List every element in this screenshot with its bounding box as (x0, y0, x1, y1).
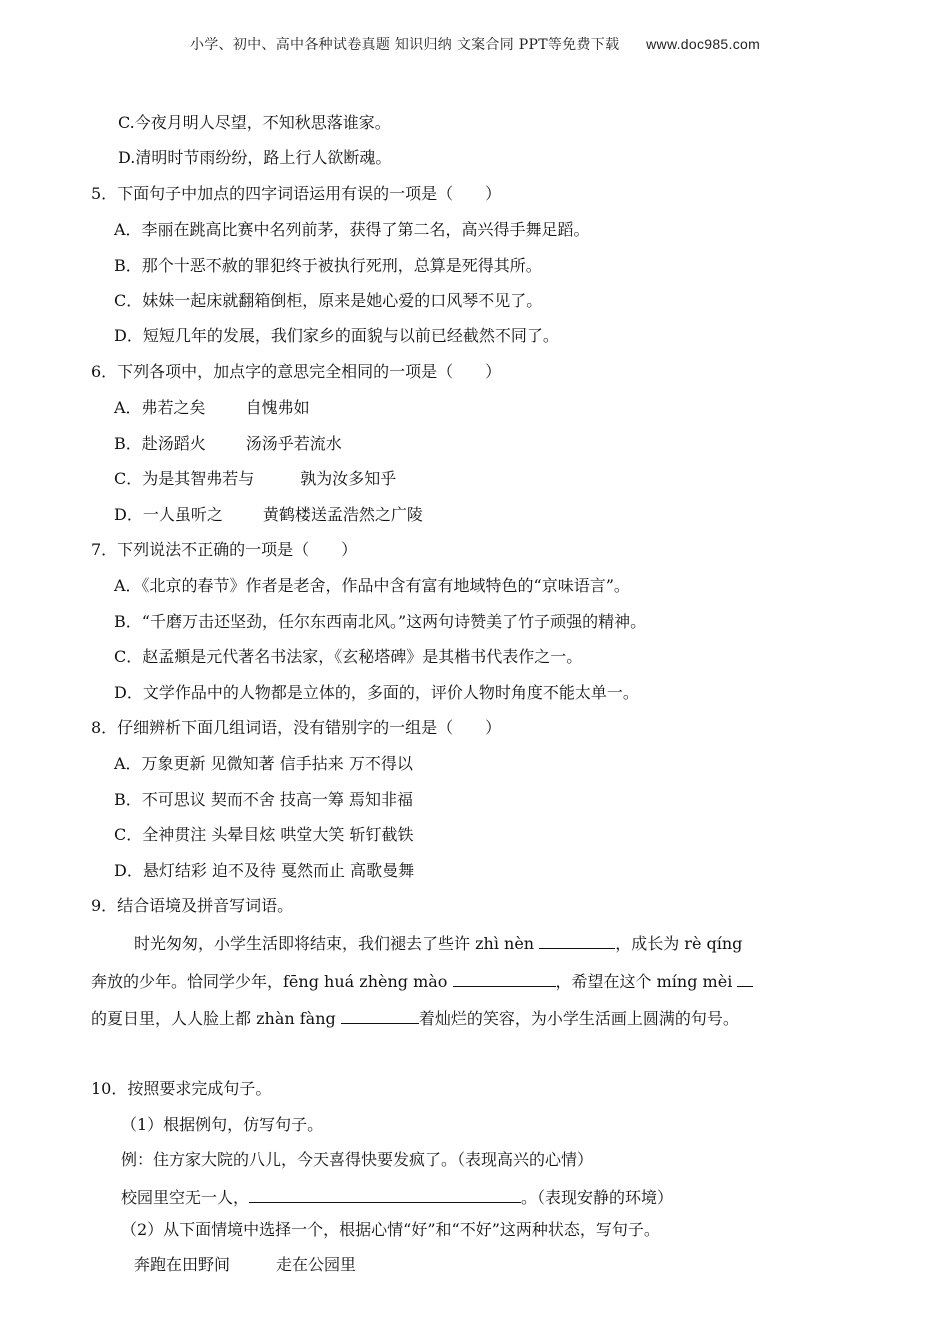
answer-blank-zhinen[interactable] (539, 932, 615, 949)
answer-blank-mingmei[interactable] (737, 970, 753, 987)
q9-text-1a: 时光匆匆，小学生活即将结束，我们褪去了些许 zhì nèn (134, 934, 535, 953)
q8-option-c: C．全神贯注 头晕目炫 哄堂大笑 斩钉截铁 (114, 825, 414, 844)
q5-option-b: B．那个十恶不赦的罪犯终于被执行死刑，总算是死得其所。 (114, 256, 542, 275)
q10-fill-line (121, 1186, 673, 1208)
q6-option-d (114, 505, 423, 525)
q6-option-b-pair: 汤汤乎若流水 (245, 434, 342, 453)
q8-option-a: A．万象更新 见微知著 信手拈来 万不得以 (114, 754, 413, 773)
q5-stem: 5．下面句子中加点的四字词语运用有误的一项是（ ） (91, 184, 502, 203)
header-text: 小学、初中、高中各种试卷真题 知识归纳 文案合同 PPT等免费下载 (189, 37, 620, 53)
q10-stem: 10．按照要求完成句子。 (91, 1079, 272, 1098)
page-header (0, 34, 950, 54)
q10-sub2: （2）从下面情境中选择一个，根据心情“好”和“不好”这两种状态，写句子。 (121, 1220, 660, 1239)
q6-stem: 6．下列各项中，加点字的意思完全相同的一项是（ ） (91, 362, 502, 381)
answer-blank-fenghuazhengmao[interactable] (453, 970, 556, 987)
q6-option-c-label: C．为是其智弗若与 (114, 469, 255, 488)
q10-sub1: （1）根据例句，仿写句子。 (121, 1115, 324, 1134)
answer-blank-zhanfang[interactable] (341, 1007, 419, 1024)
q9-text-1b: ，成长为 rè qíng (615, 934, 743, 953)
q9-text-3b: 着灿烂的笑容，为小学生活画上圆满的句号。 (418, 1009, 739, 1028)
q4-option-c: C.今夜月明人尽望，不知秋思落谁家。 (118, 113, 391, 132)
q6-option-a-label: A．弗若之矣 (114, 398, 206, 417)
q7-stem: 7．下列说法不正确的一项是（ ） (91, 540, 358, 559)
q6-option-a (114, 398, 310, 418)
q9-paragraph-line2 (91, 970, 753, 992)
q10-scene-2: 走在公园里 (276, 1255, 357, 1274)
q8-option-d: D．悬灯结彩 迫不及待 戛然而止 高歌曼舞 (114, 861, 415, 880)
q9-text-2b: ，希望在这个 míng mèi (555, 972, 733, 991)
q6-option-d-pair: 黄鹤楼送孟浩然之广陵 (262, 505, 423, 524)
q8-option-b: B．不可思议 契而不舍 技高一筹 焉知非福 (114, 790, 414, 809)
q9-stem: 9．结合语境及拼音写词语。 (91, 896, 294, 915)
q6-option-c (114, 469, 396, 489)
q10-scene-1: 奔跑在田野间 (134, 1255, 231, 1274)
q6-option-a-pair: 自愧弗如 (245, 398, 310, 417)
q9-text-3a: 的夏日里，人人脸上都 zhàn fàng (91, 1009, 336, 1028)
q6-option-b (114, 434, 342, 454)
q7-option-b: B．“千磨万击还坚劲，任尔东西南北风。”这两句诗赞美了竹子顽强的精神。 (114, 612, 647, 631)
q6-option-d-label: D．一人虽听之 (114, 505, 223, 524)
q7-option-a: A．《北京的春节》作者是老舍，作品中含有富有地域特色的“京味语言”。 (114, 576, 630, 595)
answer-blank-imitation[interactable] (249, 1186, 521, 1203)
header-url[interactable]: www.doc985.com (646, 36, 761, 52)
q4-option-d: D.清明时节雨纷纷，路上行人欲断魂。 (118, 148, 392, 167)
q10-scenes (134, 1255, 356, 1275)
q8-stem: 8．仔细辨析下面几组词语，没有错别字的一组是（ ） (91, 718, 502, 737)
q10-example: 例：住方家大院的八儿，今天喜得快要发疯了。（表现高兴的心情） (121, 1150, 594, 1169)
q7-option-d: D．文学作品中的人物都是立体的，多面的，评价人物时角度不能太单一。 (114, 683, 639, 702)
q10-fill-suffix: 。（表现安静的环境） (521, 1188, 674, 1207)
q9-paragraph-line1 (134, 932, 742, 954)
q9-paragraph-line3 (91, 1007, 739, 1029)
q5-option-d: D．短短几年的发展，我们家乡的面貌与以前已经截然不同了。 (114, 326, 559, 345)
q10-fill-prefix: 校园里空无一人， (121, 1188, 250, 1207)
q5-option-a: A．李丽在跳高比赛中名列前茅，获得了第二名，高兴得手舞足蹈。 (114, 220, 590, 239)
q9-text-2a: 奔放的少年。恰同学少年，fēng huá zhèng mào (91, 972, 448, 991)
q6-option-c-pair: 孰为汝多知乎 (300, 469, 397, 488)
q5-option-c: C．妹妹一起床就翻箱倒柜，原来是她心爱的口风琴不见了。 (114, 291, 543, 310)
q7-option-c: C．赵孟頫是元代著名书法家，《玄秘塔碑》是其楷书代表作之一。 (114, 647, 583, 666)
q6-option-b-label: B．赴汤蹈火 (114, 434, 206, 453)
